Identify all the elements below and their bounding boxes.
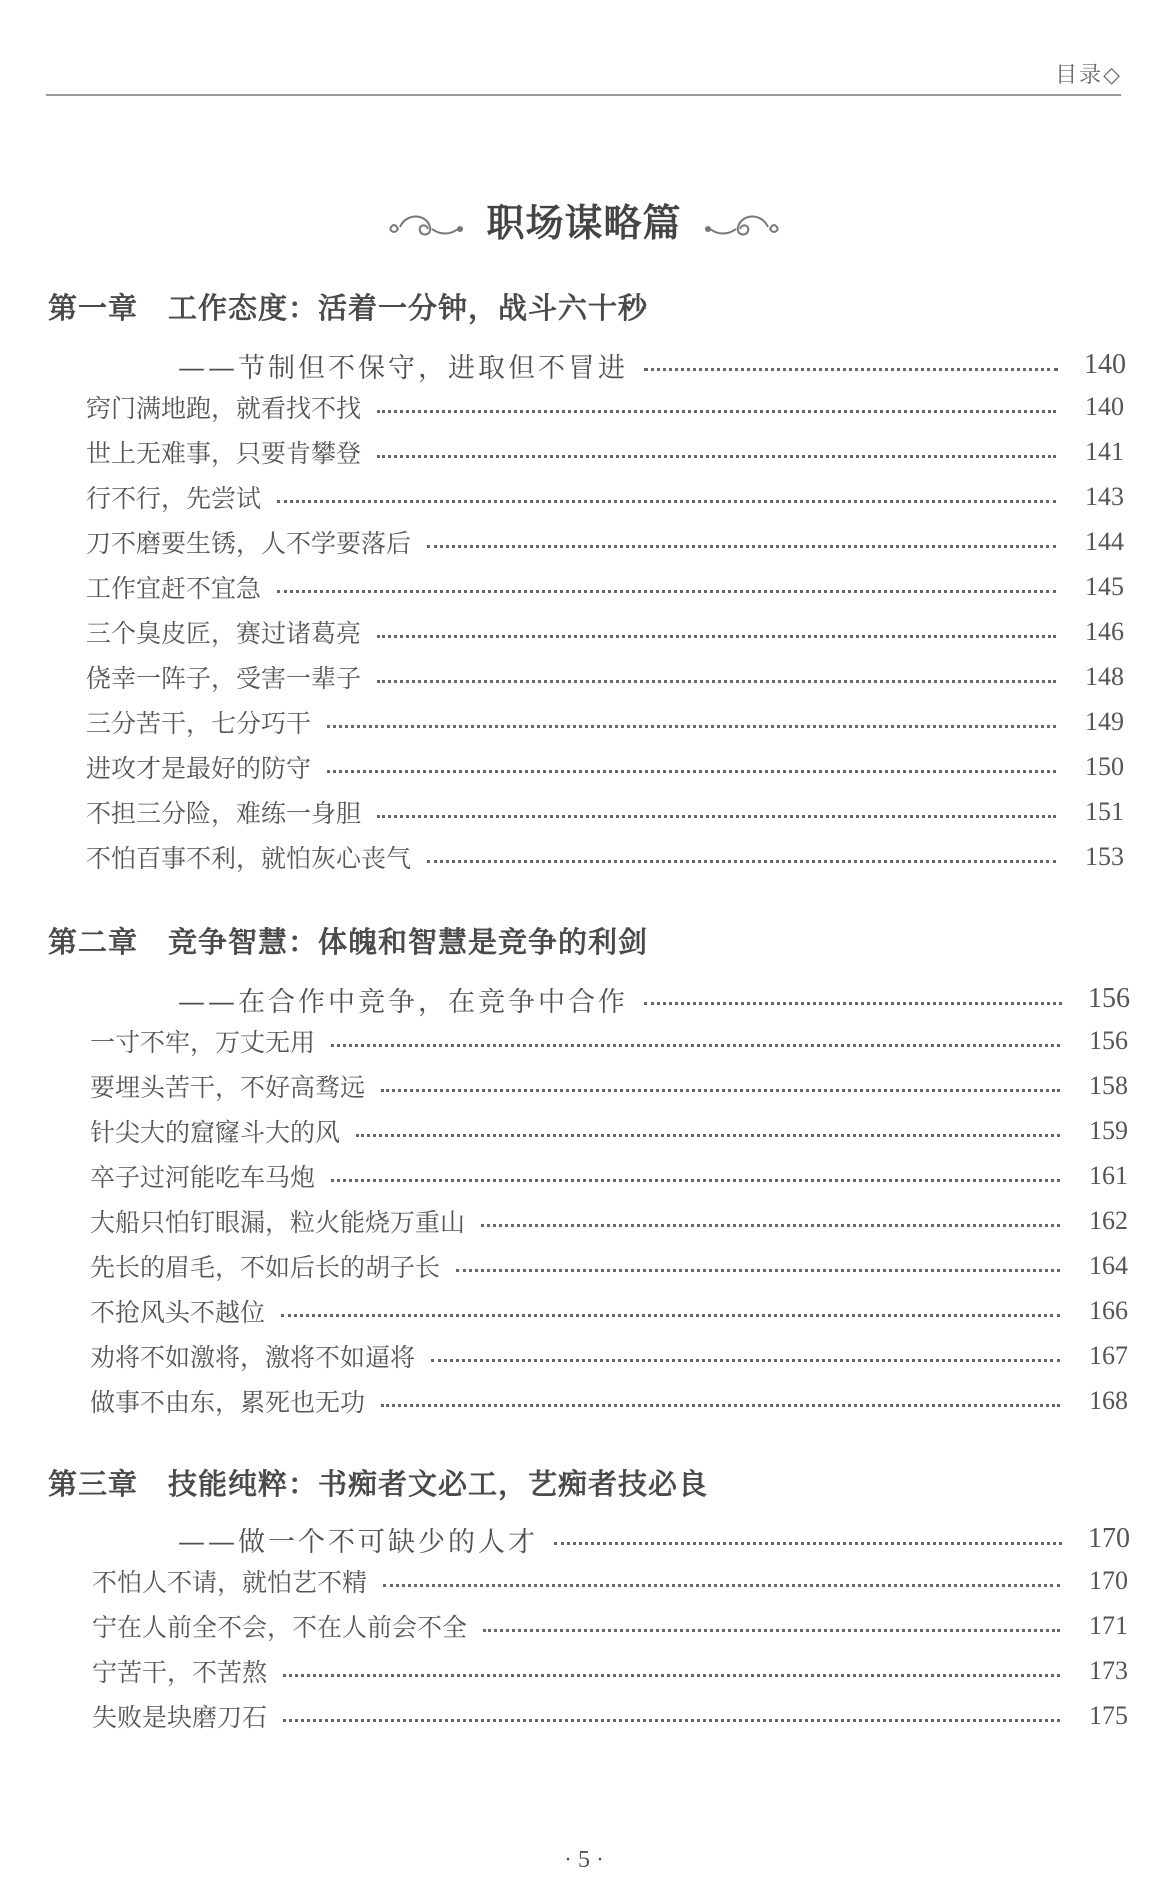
toc-entry[interactable]	[0, 1339, 1168, 1373]
dot-leader	[431, 1359, 1060, 1362]
toc-entry[interactable]	[0, 1069, 1168, 1103]
page-ref: 175	[1089, 1701, 1128, 1730]
entry-title: 不怕百事不利，就怕灰心丧气	[86, 844, 412, 873]
dot-leader	[283, 1719, 1060, 1722]
entry-title: 进攻才是最好的防守	[86, 754, 312, 783]
page-ref: 156	[1089, 1026, 1128, 1055]
page-ref: 170	[1089, 1566, 1128, 1595]
page-ref: 173	[1089, 1656, 1128, 1685]
page-ref: 156	[1088, 983, 1130, 1014]
entry-title: 劝将不如激将，激将不如逼将	[90, 1343, 416, 1372]
toc-entry[interactable]	[0, 435, 1168, 469]
toc-entry[interactable]	[0, 1249, 1168, 1283]
dot-leader	[331, 1044, 1060, 1047]
part-title	[0, 192, 1168, 247]
entry-title: 不担三分险，难练一身胆	[86, 799, 362, 828]
dot-leader	[481, 1224, 1060, 1227]
toc-subtitle-row[interactable]	[0, 982, 1168, 1016]
page-ref: 166	[1089, 1296, 1128, 1325]
page-ref: 162	[1089, 1206, 1128, 1235]
chapter-number: 第三章	[48, 1467, 139, 1501]
page-ref: 153	[1085, 842, 1124, 871]
entry-title: 世上无难事，只要肯攀登	[86, 439, 362, 468]
dot-leader	[281, 1314, 1060, 1317]
chapter-subtitle: ——节制但不保守，进取但不冒进	[178, 352, 628, 384]
entry-title: 行不行，先尝试	[86, 484, 262, 513]
dot-leader	[554, 1542, 1062, 1545]
entry-title: 不怕人不请，就怕艺不精	[92, 1568, 368, 1597]
dot-leader	[456, 1269, 1060, 1272]
page-ref: 141	[1085, 437, 1124, 466]
dot-leader	[383, 1584, 1060, 1587]
dot-leader	[356, 1134, 1060, 1137]
dot-leader	[377, 635, 1056, 638]
dot-leader	[644, 1002, 1062, 1005]
toc-entry[interactable]	[0, 1564, 1168, 1598]
toc-entry[interactable]	[0, 660, 1168, 694]
dot-leader	[381, 1404, 1060, 1407]
dot-leader	[644, 368, 1058, 371]
toc-entry[interactable]	[0, 1024, 1168, 1058]
page-ref: 161	[1089, 1161, 1128, 1190]
page-ref: 170	[1088, 1523, 1130, 1554]
dot-leader	[327, 725, 1056, 728]
toc-entry[interactable]	[0, 1294, 1168, 1328]
toc-subtitle-row[interactable]	[0, 348, 1168, 382]
toc-entry[interactable]	[0, 570, 1168, 604]
entry-title: 先长的眉毛，不如后长的胡子长	[90, 1253, 441, 1282]
dot-leader	[377, 680, 1056, 683]
entry-title: 三分苦干，七分巧干	[86, 709, 312, 738]
chapter-title: 技能纯粹：书痴者文必工，艺痴者技必良	[168, 1467, 709, 1501]
dot-leader	[277, 500, 1056, 503]
toc-entry[interactable]	[0, 1654, 1168, 1688]
toc-entry[interactable]	[0, 840, 1168, 874]
page-ref: 150	[1085, 752, 1124, 781]
entry-title: 侥幸一阵子，受害一辈子	[86, 664, 362, 693]
page-ref: 148	[1085, 662, 1124, 691]
entry-title: 卒子过河能吃车马炮	[90, 1163, 316, 1192]
toc-entry[interactable]	[0, 525, 1168, 559]
entry-title: 大船只怕钉眼漏，粒火能烧万重山	[90, 1208, 466, 1237]
dot-leader	[331, 1179, 1060, 1182]
dot-leader	[377, 455, 1056, 458]
dot-leader	[377, 815, 1056, 818]
toc-entry[interactable]	[0, 480, 1168, 514]
chapter-title: 竞争智慧：体魄和智慧是竞争的利剑	[168, 925, 649, 959]
entry-title: 要埋头苦干，不好高骛远	[90, 1073, 366, 1102]
running-head: 目录◇	[1055, 63, 1122, 88]
page-ref: 140	[1085, 392, 1124, 421]
entry-title: 做事不由东，累死也无功	[90, 1388, 366, 1417]
right-flourish-icon	[702, 209, 782, 243]
page-ref: 167	[1089, 1341, 1128, 1370]
left-flourish-icon	[386, 209, 466, 243]
toc-entry[interactable]	[0, 1114, 1168, 1148]
page-ref: 164	[1089, 1251, 1128, 1280]
entry-title: 宁苦干，不苦熬	[92, 1658, 268, 1687]
page-ref: 171	[1089, 1611, 1128, 1640]
dot-leader	[377, 410, 1056, 413]
page-number: · 5 ·	[564, 1847, 604, 1873]
chapter-heading[interactable]	[48, 1462, 708, 1503]
dot-leader	[381, 1089, 1060, 1092]
chapter-number: 第二章	[48, 925, 139, 959]
entry-title: 失败是块磨刀石	[92, 1703, 268, 1732]
toc-subtitle-row[interactable]	[0, 1522, 1168, 1556]
chapter-title: 工作态度：活着一分钟，战斗六十秒	[168, 291, 649, 325]
toc-entry[interactable]	[0, 1384, 1168, 1418]
toc-entry[interactable]	[0, 390, 1168, 424]
page-ref: 159	[1089, 1116, 1128, 1145]
toc-entry[interactable]	[0, 1204, 1168, 1238]
entry-title: 宁在人前全不会，不在人前会不全	[92, 1613, 468, 1642]
page-ref: 168	[1089, 1386, 1128, 1415]
entry-title: 刀不磨要生锈，人不学要落后	[86, 529, 412, 558]
entry-title: 针尖大的窟窿斗大的风	[90, 1118, 341, 1147]
toc-entry[interactable]	[0, 1609, 1168, 1643]
page-ref: 158	[1089, 1071, 1128, 1100]
page-ref: 149	[1085, 707, 1124, 736]
dot-leader	[283, 1674, 1060, 1677]
dot-leader	[427, 860, 1056, 863]
page-ref: 145	[1085, 572, 1124, 601]
entry-title: 不抢风头不越位	[90, 1298, 266, 1327]
header-rule	[46, 94, 1121, 96]
page-ref: 143	[1085, 482, 1124, 511]
toc-entry[interactable]	[0, 705, 1168, 739]
toc-entry[interactable]	[0, 615, 1168, 649]
toc-entry[interactable]	[0, 1699, 1168, 1733]
dot-leader	[327, 770, 1056, 773]
page-ref: 140	[1084, 349, 1126, 380]
entry-title: 三个臭皮匠，赛过诸葛亮	[86, 619, 362, 648]
page-ref: 151	[1085, 797, 1124, 826]
part-title-text: 职场谋略篇	[486, 201, 682, 245]
page-ref: 146	[1085, 617, 1124, 646]
chapter-subtitle: ——做一个不可缺少的人才	[178, 1526, 538, 1558]
dot-leader	[427, 545, 1056, 548]
dot-leader	[483, 1629, 1060, 1632]
page-ref: 144	[1085, 527, 1124, 556]
toc-entry[interactable]	[0, 795, 1168, 829]
entry-title: 窍门满地跑，就看找不找	[86, 394, 362, 423]
entry-title: 工作宜赶不宜急	[86, 574, 262, 603]
chapter-number: 第一章	[48, 291, 139, 325]
chapter-heading[interactable]	[48, 920, 648, 961]
toc-entry[interactable]	[0, 750, 1168, 784]
chapter-heading[interactable]	[48, 286, 648, 327]
dot-leader	[277, 590, 1056, 593]
entry-title: 一寸不牢，万丈无用	[90, 1028, 316, 1057]
chapter-subtitle: ——在合作中竞争，在竞争中合作	[178, 986, 628, 1018]
toc-entry[interactable]	[0, 1159, 1168, 1193]
